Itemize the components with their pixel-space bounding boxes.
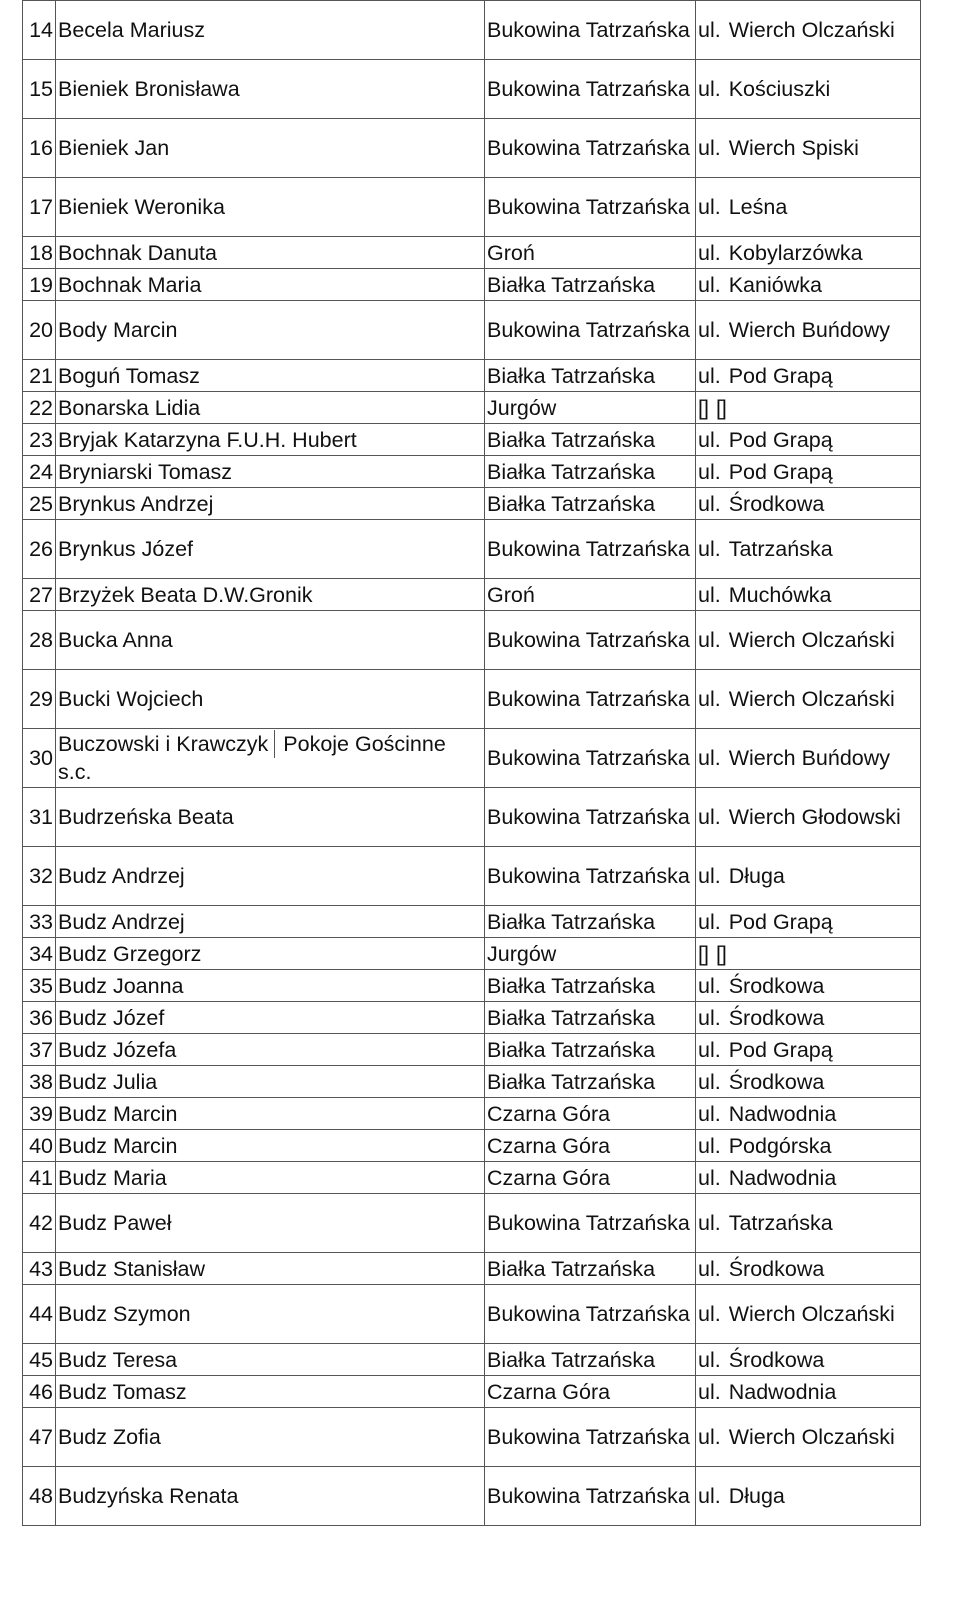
- town-cell: Białka Tatrzańska: [485, 488, 696, 520]
- street-prefix: ul.: [698, 427, 721, 452]
- street-name: Tatrzańska: [728, 1211, 833, 1235]
- owner-name-cell: Budz Joanna: [56, 970, 485, 1002]
- street-cell: [696, 579, 921, 611]
- street-cell: [696, 424, 921, 456]
- table-row: [23, 1285, 921, 1344]
- town-cell: Bukowina Tatrzańska: [485, 611, 696, 670]
- owner-name-cell: Bieniek Weronika: [56, 178, 485, 237]
- street-prefix: ul.: [698, 1211, 721, 1235]
- street-prefix: ul.: [698, 1379, 721, 1404]
- street-name: Długa: [728, 1484, 785, 1508]
- street-cell: [696, 670, 921, 729]
- street-name: Leśna: [728, 195, 788, 219]
- street-prefix: ul.: [698, 136, 721, 160]
- street-cell: [696, 60, 921, 119]
- street-prefix: ul.: [698, 318, 721, 342]
- owner-name-cell: Bucka Anna: [56, 611, 485, 670]
- street-prefix: ul.: [698, 1302, 721, 1326]
- table-row: [23, 456, 921, 488]
- owner-name-cell: Budz Grzegorz: [56, 938, 485, 970]
- table-row: [23, 611, 921, 670]
- row-number: 36: [23, 1002, 56, 1034]
- row-number: 26: [23, 520, 56, 579]
- owner-name-cell: Budz Tomasz: [56, 1376, 485, 1408]
- owner-name-cell: Budz Zofia: [56, 1408, 485, 1467]
- owner-name-cell: Budz Józefa: [56, 1034, 485, 1066]
- owner-name-cell: Budz Andrzej: [56, 847, 485, 906]
- street-prefix: ul.: [698, 746, 721, 770]
- row-number: 30: [23, 729, 56, 788]
- street-name: []: [715, 395, 726, 420]
- street-prefix: ul.: [698, 973, 721, 998]
- row-number: 35: [23, 970, 56, 1002]
- street-name: Kościuszki: [728, 77, 831, 101]
- row-number: 43: [23, 1253, 56, 1285]
- street-cell: [696, 456, 921, 488]
- row-number: 18: [23, 237, 56, 269]
- street-name: Pod Grapą: [728, 1037, 833, 1062]
- table-row: [23, 788, 921, 847]
- street-cell: [696, 1034, 921, 1066]
- owner-name-cell: Bucki Wojciech: [56, 670, 485, 729]
- row-number: 32: [23, 847, 56, 906]
- row-number: 22: [23, 392, 56, 424]
- street-prefix: ul.: [698, 909, 721, 934]
- document-page: [22, 0, 950, 1526]
- street-name: Długa: [728, 864, 785, 888]
- street-cell: [696, 938, 921, 970]
- town-cell: Bukowina Tatrzańska: [485, 301, 696, 360]
- street-cell: [696, 1253, 921, 1285]
- street-cell: [696, 1130, 921, 1162]
- town-cell: Białka Tatrzańska: [485, 1344, 696, 1376]
- table-row: [23, 488, 921, 520]
- row-number: 39: [23, 1098, 56, 1130]
- street-name: Pod Grapą: [728, 363, 833, 388]
- street-name: Wierch Głodowski: [728, 805, 901, 829]
- town-cell: Bukowina Tatrzańska: [485, 60, 696, 119]
- street-prefix: ul.: [698, 363, 721, 388]
- street-name: Środkowa: [728, 1069, 825, 1094]
- row-number: 21: [23, 360, 56, 392]
- table-row: [23, 1130, 921, 1162]
- owner-name-cell: Budz Teresa: [56, 1344, 485, 1376]
- owner-name-cell: Budz Stanisław: [56, 1253, 485, 1285]
- row-number: 46: [23, 1376, 56, 1408]
- table-row: [23, 520, 921, 579]
- street-cell: [696, 729, 921, 788]
- row-number: 48: [23, 1467, 56, 1526]
- street-prefix: ul.: [698, 537, 721, 561]
- town-cell: Białka Tatrzańska: [485, 1002, 696, 1034]
- street-prefix: ul.: [698, 491, 721, 516]
- registry-table-body: [23, 1, 921, 1526]
- owner-name-cell: Budz Julia: [56, 1066, 485, 1098]
- street-prefix: ul.: [698, 195, 721, 219]
- owner-name-cell: [56, 729, 485, 788]
- owner-name-cell: Body Marcin: [56, 301, 485, 360]
- street-name: Wierch Olczański: [728, 1302, 895, 1326]
- table-row: [23, 1162, 921, 1194]
- town-cell: Białka Tatrzańska: [485, 456, 696, 488]
- street-cell: [696, 301, 921, 360]
- town-cell: Bukowina Tatrzańska: [485, 1285, 696, 1344]
- table-row: [23, 1467, 921, 1526]
- street-cell: [696, 488, 921, 520]
- street-cell: [696, 1408, 921, 1467]
- row-number: 29: [23, 670, 56, 729]
- owner-name-cell: Budz Maria: [56, 1162, 485, 1194]
- street-cell: [696, 1376, 921, 1408]
- street-cell: [696, 1, 921, 60]
- street-prefix: ul.: [698, 1101, 721, 1126]
- table-row: [23, 670, 921, 729]
- row-number: 37: [23, 1034, 56, 1066]
- table-row: [23, 392, 921, 424]
- street-prefix: []: [698, 941, 708, 966]
- row-number: 44: [23, 1285, 56, 1344]
- table-row: [23, 1034, 921, 1066]
- town-cell: Czarna Góra: [485, 1098, 696, 1130]
- town-cell: Białka Tatrzańska: [485, 970, 696, 1002]
- town-cell: Czarna Góra: [485, 1130, 696, 1162]
- street-name: Kobylarzówka: [728, 240, 863, 265]
- table-row: [23, 60, 921, 119]
- town-cell: Bukowina Tatrzańska: [485, 119, 696, 178]
- business-name: Pokoje Gościnne: [274, 730, 446, 758]
- table-row: [23, 1066, 921, 1098]
- row-number: 15: [23, 60, 56, 119]
- street-name: Tatrzańska: [728, 537, 833, 561]
- owner-name-cell: Brynkus Józef: [56, 520, 485, 579]
- table-row: [23, 1194, 921, 1253]
- street-cell: [696, 847, 921, 906]
- town-cell: Białka Tatrzańska: [485, 269, 696, 301]
- row-number: 23: [23, 424, 56, 456]
- town-cell: Bukowina Tatrzańska: [485, 670, 696, 729]
- table-row: [23, 1253, 921, 1285]
- street-name: Pod Grapą: [728, 459, 833, 484]
- table-row: [23, 729, 921, 788]
- street-prefix: ul.: [698, 1347, 721, 1372]
- owner-name-cell: Bonarska Lidia: [56, 392, 485, 424]
- owner-name-cell: Bryniarski Tomasz: [56, 456, 485, 488]
- street-cell: [696, 1098, 921, 1130]
- street-name: Kaniówka: [728, 272, 822, 297]
- street-cell: [696, 1002, 921, 1034]
- table-row: [23, 237, 921, 269]
- street-name: Środkowa: [728, 1256, 825, 1281]
- owner-name-cell: Budz Józef: [56, 1002, 485, 1034]
- row-number: 38: [23, 1066, 56, 1098]
- street-cell: [696, 520, 921, 579]
- table-row: [23, 938, 921, 970]
- street-name: Środkowa: [728, 973, 825, 998]
- town-cell: Bukowina Tatrzańska: [485, 847, 696, 906]
- street-cell: [696, 1066, 921, 1098]
- row-number: 45: [23, 1344, 56, 1376]
- street-name: Wierch Olczański: [728, 1425, 895, 1449]
- owner-name-cell: Budz Szymon: [56, 1285, 485, 1344]
- row-number: 41: [23, 1162, 56, 1194]
- street-name: Pod Grapą: [728, 427, 833, 452]
- street-cell: [696, 906, 921, 938]
- town-cell: Bukowina Tatrzańska: [485, 729, 696, 788]
- street-prefix: ul.: [698, 18, 721, 42]
- owner-name-cell: Budz Marcin: [56, 1098, 485, 1130]
- street-name: []: [715, 941, 726, 966]
- street-cell: [696, 269, 921, 301]
- owner-name-cell: Bochnak Danuta: [56, 237, 485, 269]
- town-cell: Czarna Góra: [485, 1376, 696, 1408]
- owner-name-cell: Budrzeńska Beata: [56, 788, 485, 847]
- table-row: [23, 906, 921, 938]
- street-name: Wierch Buńdowy: [728, 746, 891, 770]
- street-prefix: ul.: [698, 1037, 721, 1062]
- street-cell: [696, 611, 921, 670]
- owner-name-cell: Boguń Tomasz: [56, 360, 485, 392]
- town-cell: Bukowina Tatrzańska: [485, 1, 696, 60]
- street-prefix: ul.: [698, 1256, 721, 1281]
- table-row: [23, 301, 921, 360]
- street-prefix: ul.: [698, 582, 721, 607]
- town-cell: Jurgów: [485, 938, 696, 970]
- street-name: Wierch Olczański: [728, 628, 895, 652]
- table-row: [23, 178, 921, 237]
- street-name: Środkowa: [728, 1347, 825, 1372]
- owner-name-cell: Bochnak Maria: [56, 269, 485, 301]
- owner-name-cell: Brzyżek Beata D.W.Gronik: [56, 579, 485, 611]
- street-name: Wierch Olczański: [728, 687, 895, 711]
- street-name: Nadwodnia: [728, 1165, 837, 1190]
- street-cell: [696, 970, 921, 1002]
- owner-name-cell: Budz Paweł: [56, 1194, 485, 1253]
- town-cell: Groń: [485, 237, 696, 269]
- row-number: 28: [23, 611, 56, 670]
- street-prefix: ul.: [698, 240, 721, 265]
- owner-name-line: [58, 730, 484, 758]
- owner-name: Buczowski i Krawczyk: [58, 732, 269, 756]
- row-number: 33: [23, 906, 56, 938]
- street-cell: [696, 1162, 921, 1194]
- street-prefix: ul.: [698, 628, 721, 652]
- town-cell: Bukowina Tatrzańska: [485, 788, 696, 847]
- row-number: 19: [23, 269, 56, 301]
- street-name: Środkowa: [728, 491, 825, 516]
- street-cell: [696, 1285, 921, 1344]
- town-cell: Bukowina Tatrzańska: [485, 178, 696, 237]
- street-prefix: ul.: [698, 1069, 721, 1094]
- owner-name-cell: Bieniek Bronisława: [56, 60, 485, 119]
- owner-name-cell: Budzyńska Renata: [56, 1467, 485, 1526]
- row-number: 16: [23, 119, 56, 178]
- table-row: [23, 119, 921, 178]
- street-prefix: ul.: [698, 687, 721, 711]
- street-prefix: ul.: [698, 1484, 721, 1508]
- row-number: 27: [23, 579, 56, 611]
- table-row: [23, 269, 921, 301]
- street-name: Nadwodnia: [728, 1379, 837, 1404]
- town-cell: Czarna Góra: [485, 1162, 696, 1194]
- business-suffix: s.c.: [58, 760, 92, 784]
- row-number: 42: [23, 1194, 56, 1253]
- town-cell: Białka Tatrzańska: [485, 906, 696, 938]
- owner-name-cell: Bryjak Katarzyna F.U.H. Hubert: [56, 424, 485, 456]
- street-cell: [696, 360, 921, 392]
- table-row: [23, 1344, 921, 1376]
- town-cell: Białka Tatrzańska: [485, 1066, 696, 1098]
- table-row: [23, 424, 921, 456]
- street-cell: [696, 119, 921, 178]
- street-cell: [696, 1467, 921, 1526]
- town-cell: Bukowina Tatrzańska: [485, 520, 696, 579]
- street-prefix: []: [698, 395, 708, 420]
- table-row: [23, 1408, 921, 1467]
- street-cell: [696, 237, 921, 269]
- street-cell: [696, 788, 921, 847]
- row-number: 47: [23, 1408, 56, 1467]
- table-row: [23, 1, 921, 60]
- street-prefix: ul.: [698, 1425, 721, 1449]
- street-prefix: ul.: [698, 1133, 721, 1158]
- row-number: 25: [23, 488, 56, 520]
- row-number: 14: [23, 1, 56, 60]
- town-cell: Białka Tatrzańska: [485, 360, 696, 392]
- town-cell: Groń: [485, 579, 696, 611]
- town-cell: Jurgów: [485, 392, 696, 424]
- town-cell: Białka Tatrzańska: [485, 1034, 696, 1066]
- table-row: [23, 970, 921, 1002]
- town-cell: Białka Tatrzańska: [485, 424, 696, 456]
- owner-name-cell: Budz Marcin: [56, 1130, 485, 1162]
- table-row: [23, 847, 921, 906]
- owner-name-cell: Budz Andrzej: [56, 906, 485, 938]
- street-name: Muchówka: [728, 582, 832, 607]
- row-number: 40: [23, 1130, 56, 1162]
- street-cell: [696, 1194, 921, 1253]
- street-prefix: ul.: [698, 1165, 721, 1190]
- owner-name-cell: Bieniek Jan: [56, 119, 485, 178]
- street-name: Wierch Spiski: [728, 136, 859, 160]
- street-name: Nadwodnia: [728, 1101, 837, 1126]
- row-number: 31: [23, 788, 56, 847]
- table-row: [23, 1098, 921, 1130]
- street-cell: [696, 178, 921, 237]
- table-row: [23, 1002, 921, 1034]
- table-row: [23, 360, 921, 392]
- registry-table: [22, 0, 921, 1526]
- row-number: 20: [23, 301, 56, 360]
- street-name: Wierch Olczański: [728, 18, 895, 42]
- street-prefix: ul.: [698, 805, 721, 829]
- street-name: Podgórska: [728, 1133, 832, 1158]
- street-prefix: ul.: [698, 1005, 721, 1030]
- town-cell: Bukowina Tatrzańska: [485, 1194, 696, 1253]
- table-row: [23, 579, 921, 611]
- row-number: 34: [23, 938, 56, 970]
- street-prefix: ul.: [698, 77, 721, 101]
- town-cell: Bukowina Tatrzańska: [485, 1467, 696, 1526]
- owner-name-cell: Becela Mariusz: [56, 1, 485, 60]
- street-prefix: ul.: [698, 272, 721, 297]
- street-cell: [696, 392, 921, 424]
- street-name: Środkowa: [728, 1005, 825, 1030]
- table-row: [23, 1376, 921, 1408]
- owner-name-cell: Brynkus Andrzej: [56, 488, 485, 520]
- street-name: Pod Grapą: [728, 909, 833, 934]
- row-number: 17: [23, 178, 56, 237]
- street-cell: [696, 1344, 921, 1376]
- street-prefix: ul.: [698, 459, 721, 484]
- street-name: Wierch Buńdowy: [728, 318, 891, 342]
- street-prefix: ul.: [698, 864, 721, 888]
- town-cell: Bukowina Tatrzańska: [485, 1408, 696, 1467]
- row-number: 24: [23, 456, 56, 488]
- town-cell: Białka Tatrzańska: [485, 1253, 696, 1285]
